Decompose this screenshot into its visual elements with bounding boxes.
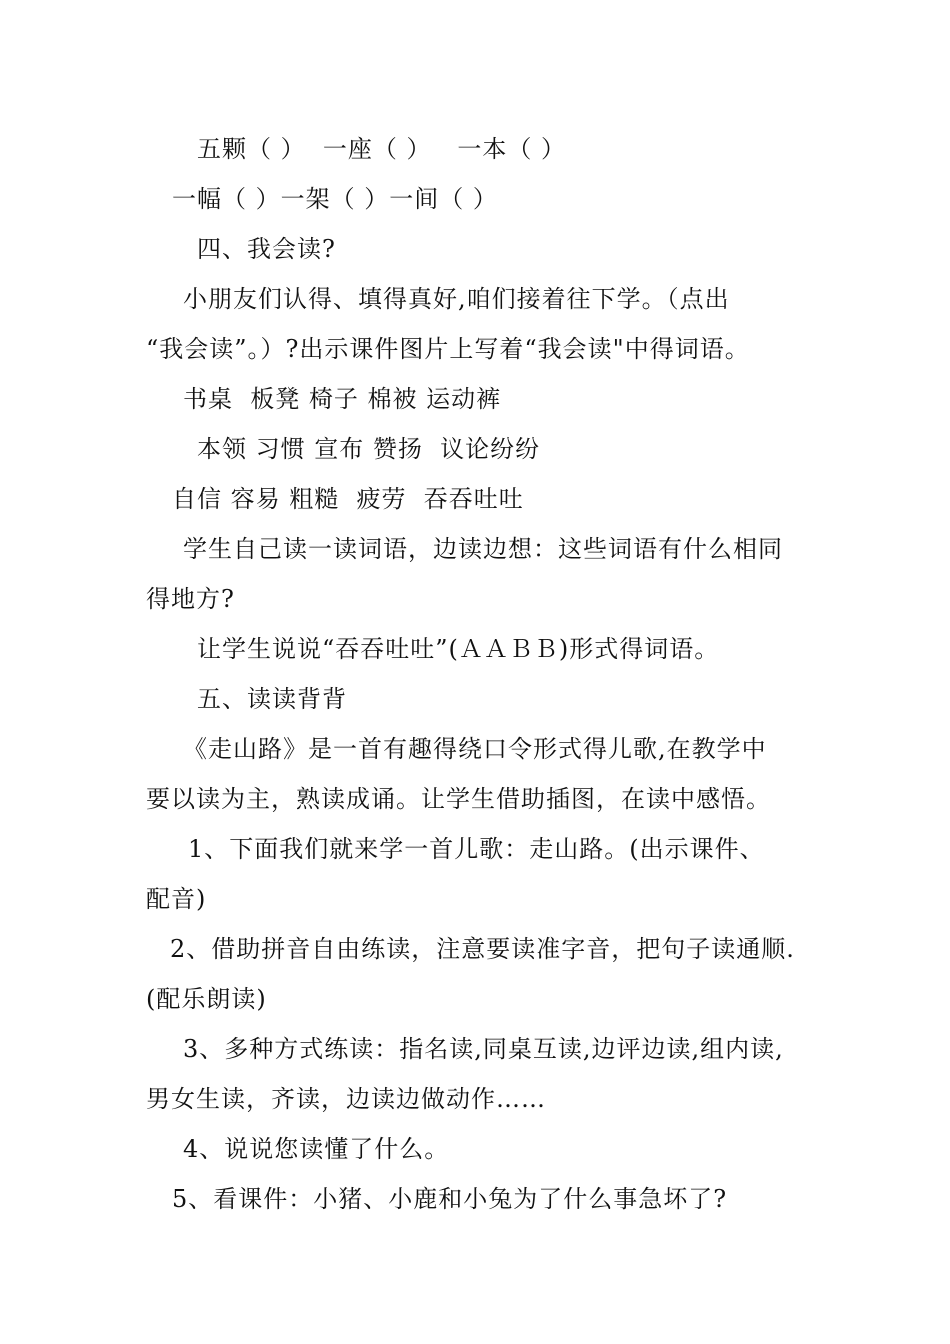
text-line: 小朋友们认得、填得真好,咱们接着往下学。（点出 <box>183 285 730 313</box>
text-line: 要以读为主，熟读成诵。让学生借助插图，在读中感悟。 <box>146 785 771 813</box>
text-line: 自信 容易 粗糙 疲劳 吞吞吐吐 <box>172 485 524 513</box>
text-line: 1、下面我们就来学一首儿歌：走山路。(出示课件、 <box>188 835 765 863</box>
text-line: 5、看课件：小猪、小鹿和小兔为了什么事急坏了? <box>172 1185 728 1213</box>
text-line: “我会读”。）?出示课件图片上写着“我会读"中得词语。 <box>146 335 750 363</box>
text-line: 3、多种方式练读：指名读,同桌互读,边评边读,组内读, <box>183 1035 784 1063</box>
section-heading: 四、我会读? <box>197 235 336 263</box>
section-heading: 五、读读背背 <box>197 685 347 713</box>
text-line: 五颗（ ） 一座（ ） 一本（ ） <box>197 135 567 163</box>
text-line: 一幅（ ）一架（ ）一间（ ） <box>172 185 498 213</box>
text-line: 学生自己读一读词语，边读边想：这些词语有什么相同 <box>183 535 783 563</box>
text-line: 2、借助拼音自由练读，注意要读准字音，把句子读通顺. <box>170 935 795 963</box>
text-line: 男女生读，齐读，边读边做动作…… <box>146 1085 546 1113</box>
text-line: (配乐朗读) <box>146 985 267 1013</box>
text-line: 配音) <box>146 885 207 913</box>
text-line: 让学生说说“吞吞吐吐”(ＡＡＢＢ)形式得词语。 <box>197 635 720 663</box>
text-line: 《走山路》是一首有趣得绕口令形式得儿歌,在教学中 <box>183 735 767 763</box>
text-line: 书桌 板凳 椅子 棉被 运动裤 <box>183 385 502 413</box>
text-line: 得地方? <box>146 585 235 613</box>
text-line: 本领 习惯 宣布 赞扬 议论纷纷 <box>197 435 541 463</box>
text-line: 4、说说您读懂了什么。 <box>183 1135 450 1163</box>
